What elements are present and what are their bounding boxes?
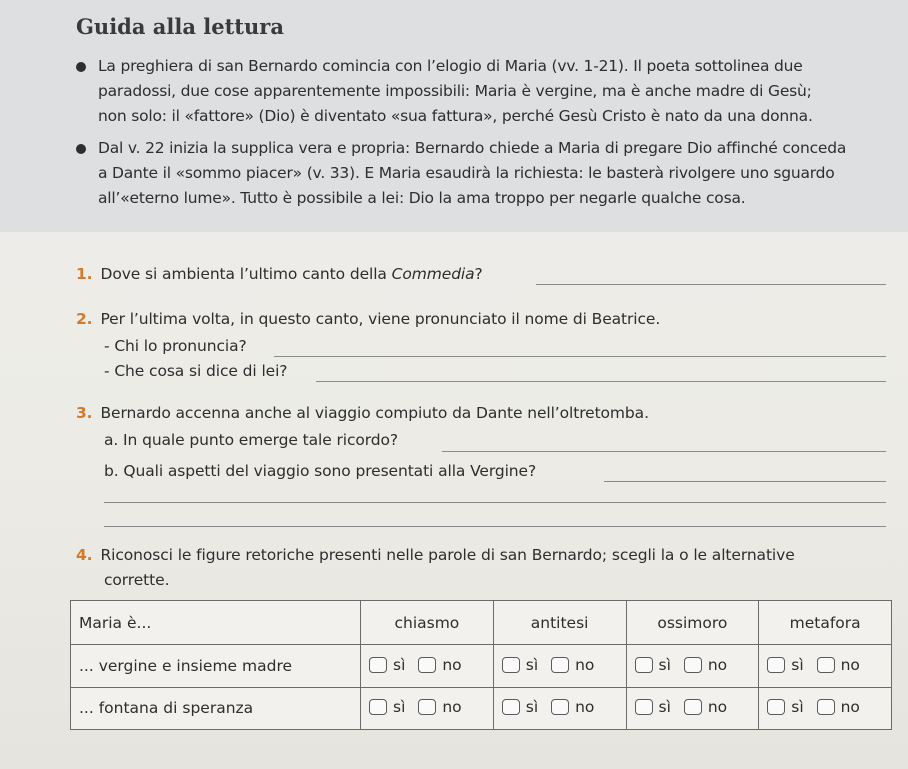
checkbox-no[interactable] <box>418 699 436 715</box>
checkbox-yes[interactable] <box>767 699 785 715</box>
checkbox-no[interactable] <box>551 657 569 673</box>
no-label: no <box>707 697 728 716</box>
question-end: ? <box>474 265 483 283</box>
question-text: Dove si ambienta l’ultimo canto della <box>100 265 392 283</box>
choice-cell <box>759 645 892 687</box>
no-label: no <box>707 655 728 674</box>
row-label: ... fontana di speranza <box>71 687 361 729</box>
question-number: 2. <box>76 310 93 328</box>
question-number: 1. <box>76 265 93 283</box>
answer-line-q2-2[interactable] <box>316 381 886 382</box>
header-cell: Maria è... <box>71 601 361 645</box>
bullet-line: a Dante il «sommo piacer» (v. 33). E Maria esaudirà la richiesta: le basterà rivolgere uno sguardo <box>98 164 835 182</box>
row-label: ... vergine e insieme madre <box>71 645 361 687</box>
no-label: no <box>442 655 462 674</box>
header-cell: antitesi <box>493 601 626 645</box>
choice-cell <box>626 645 759 687</box>
yes-label: sì <box>791 655 804 674</box>
checkbox-no[interactable] <box>817 657 835 673</box>
no-label: no <box>442 697 462 716</box>
question-3 <box>76 404 649 422</box>
question-4 <box>76 546 795 564</box>
question-2-sub-2: - Che cosa si dice di lei? <box>104 362 288 380</box>
answer-line-q2-1[interactable] <box>274 356 886 357</box>
answer-line-q3-b[interactable] <box>604 481 886 482</box>
choice-cell <box>493 645 626 687</box>
question-2 <box>76 310 660 328</box>
question-3-sub-a: a. In quale punto emerge tale ricordo? <box>104 431 399 449</box>
no-label: no <box>840 655 860 674</box>
checkbox-yes[interactable] <box>635 657 653 673</box>
header-cell: chiasmo <box>361 601 494 645</box>
no-label: no <box>575 655 595 674</box>
yes-label: sì <box>393 697 406 716</box>
question-number: 4. <box>76 546 93 564</box>
yes-label: sì <box>525 655 539 674</box>
bullet-dot-icon <box>76 144 86 154</box>
header-cell: metafora <box>759 601 892 645</box>
yes-label: sì <box>791 697 804 716</box>
answer-line-q3-c[interactable] <box>104 502 886 503</box>
guide-bullet-2 <box>98 136 898 211</box>
checkbox-no[interactable] <box>418 657 436 673</box>
choice-cell <box>493 687 626 729</box>
yes-label: sì <box>658 655 671 674</box>
checkbox-no[interactable] <box>684 699 702 715</box>
question-text: Per l’ultima volta, in questo canto, viene pronunciato il nome di Beatrice. <box>100 310 661 328</box>
choice-cell <box>626 687 759 729</box>
table-row <box>71 645 892 687</box>
bullet-line: non solo: il «fattore» (Dio) è diventato «sua fattura», perché Gesù Cristo è nato da una donna. <box>98 107 813 125</box>
choice-cell <box>759 687 892 729</box>
question-italic: Commedia <box>391 265 475 283</box>
question-number: 3. <box>76 404 93 422</box>
bullet-dot-icon <box>76 62 86 72</box>
question-1 <box>76 265 483 283</box>
bullet-line: La preghiera di san Bernardo comincia con l’elogio di Maria (vv. 1-21). Il poeta sottolinea due <box>98 57 803 75</box>
choice-cell <box>361 645 494 687</box>
no-label: no <box>575 697 595 716</box>
checkbox-yes[interactable] <box>767 657 785 673</box>
checkbox-yes[interactable] <box>635 699 653 715</box>
bullet-line: all’«eterno lume». Tutto è possibile a lei: Dio la ama troppo per negarle qualche cosa. <box>98 189 746 207</box>
header-cell: ossimoro <box>626 601 759 645</box>
checkbox-yes[interactable] <box>502 657 520 673</box>
checkbox-yes[interactable] <box>502 699 520 715</box>
reading-guide-title: Guida alla lettura <box>76 14 284 39</box>
checkbox-no[interactable] <box>684 657 702 673</box>
guide-bullet-1 <box>98 54 898 129</box>
bullet-line: paradossi, due cose apparentemente impossibili: Maria è vergine, ma è anche madre di Gesù; <box>98 82 812 100</box>
checkbox-no[interactable] <box>817 699 835 715</box>
rhetorical-figures-table <box>70 600 892 730</box>
bullet-line: Dal v. 22 inizia la supplica vera e propria: Bernardo chiede a Maria di pregare Dio affinché conceda <box>98 139 847 157</box>
answer-line-q1[interactable] <box>536 284 886 285</box>
checkbox-no[interactable] <box>551 699 569 715</box>
table-header-row <box>71 601 892 645</box>
choice-cell <box>361 687 494 729</box>
question-2-sub-1: - Chi lo pronuncia? <box>104 337 247 355</box>
answer-line-q3-a[interactable] <box>442 451 886 452</box>
question-4-line-2: corrette. <box>104 571 170 589</box>
question-3-sub-b: b. Quali aspetti del viaggio sono presentati alla Vergine? <box>104 462 537 480</box>
table-row <box>71 687 892 729</box>
no-label: no <box>840 697 860 716</box>
yes-label: sì <box>525 697 539 716</box>
question-text: Bernardo accenna anche al viaggio compiuto da Dante nell’oltretomba. <box>100 404 649 422</box>
question-text: Riconosci le figure retoriche presenti nelle parole di san Bernardo; scegli la o le alternative <box>100 546 795 564</box>
checkbox-yes[interactable] <box>369 657 387 673</box>
yes-label: sì <box>393 655 406 674</box>
answer-line-q3-d[interactable] <box>104 526 886 527</box>
checkbox-yes[interactable] <box>369 699 387 715</box>
yes-label: sì <box>658 697 671 716</box>
